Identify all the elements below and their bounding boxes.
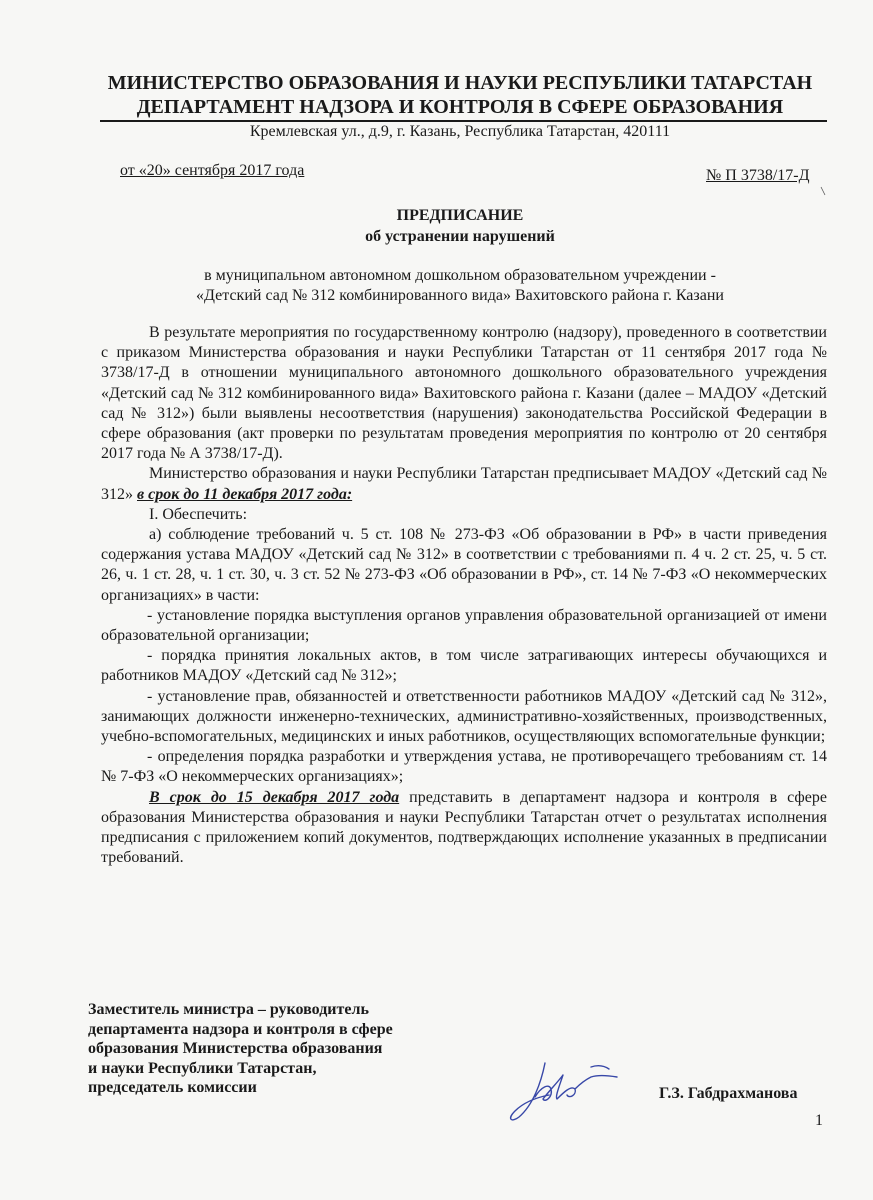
organization-line-1: в муниципальном автономном дошкольном образовательном учреждении - (204, 267, 716, 284)
document-number: № П 3738/17-Д (706, 167, 810, 184)
paragraph-report (101, 788, 827, 869)
page-number: 1 (815, 1112, 823, 1129)
department-name: ДЕПАРТАМЕНТ НАДЗОРА И КОНТРОЛЯ В СФЕРЕ ОБРАЗОВАНИЯ (136, 96, 784, 118)
organization-line-2: «Детский сад № 312 комбинированного вида» Вахитовского района г. Казани (196, 287, 724, 304)
document-subtitle: об устранении нарушений (365, 228, 555, 245)
list-item: - порядка принятия локальных актов, в том числе затрагивающих интересы обучающихся и работников МАДОУ «Детский сад № 312»; (101, 647, 827, 685)
address: Кремлевская ул., д.9, г. Казань, Республика Татарстан, 420111 (249, 123, 671, 140)
order-text: Министерство образования и науки Республики Татарстан предписывает МАДОУ «Детский сад № 312» (101, 465, 827, 503)
paragraph-section-i: I. Обеспечить: (149, 505, 248, 523)
handwritten-signature (505, 1053, 635, 1133)
deadline-2: В срок до 15 декабря 2017 года (149, 788, 400, 806)
list-item: - установление прав, обязанностей и ответственности работников МАДОУ «Детский сад № 312», занимающих должности инженерно-технических, административно-хозяйственных, производственных, учебно-вспомогательных, медицинских и иных работников, осуществляющих вспомогательные функции; (101, 687, 827, 746)
list-item: - определения порядка разработки и утверждения устава, не противоречащего требованиям ст. 14 № 7-ФЗ «О некоммерческих организациях»; (101, 748, 827, 786)
signatory-position (88, 1000, 418, 1098)
paragraph-findings: В результате мероприятия по государственному контролю (надзору), проведенного в соответствии с приказом Министерства образования и науки Республики Татарстан от 11 сентября 2017 года № 3738/17-Д в отношении муниципального автономного дошкольного образовательного учреждения «Детский сад № 312 комбинированного вида» Вахитовского района г. Казани (далее – МАДОУ «Детский сад № 312») были выявлены несоответствия (нарушения) законодательства Российской Федерации в сфере образования (акт проверки по результатам проведения мероприятия по контролю от 20 сентября 2017 года № А 3738/17-Д). (101, 324, 827, 463)
signatory-name: Г.З. Габдрахманова (659, 1085, 798, 1102)
ministry-name: МИНИСТЕРСТВО ОБРАЗОВАНИЯ И НАУКИ РЕСПУБЛИКИ ТАТАРСТАН (107, 72, 813, 94)
position-line: Заместитель министра – руководитель (88, 1001, 369, 1018)
position-line: председатель комиссии (88, 1079, 257, 1096)
report-text: представить в департамент надзора и контроля в сфере образования Министерства образования и науки Республики Татарстан отчет о результатах исполнения предписания с приложением копий документов, подтверждающих исполнение указанных в предписании требований. (101, 788, 828, 867)
paragraph-order (101, 464, 827, 504)
deadline-1: в срок до 11 декабря 2017 года: (137, 485, 353, 503)
document-date: от «20» сентября 2017 года (120, 162, 305, 179)
corner-mark (820, 186, 826, 196)
position-line: и науки Республики Татарстан, (88, 1059, 317, 1077)
list-item: - установление порядка выступления органов управления образовательной организацией от имени образовательной организации; (101, 606, 827, 645)
document-title: ПРЕДПИСАНИЕ (396, 207, 524, 224)
paragraph-requirement-a: а) соблюдение требований ч. 5 ст. 108 № 273-ФЗ «Об образовании в РФ» в части приведения содержания устава МАДОУ «Детский сад № 312» в соответствии с требованиями п. 4 ч. 2 ст. 25, ч. 5 ст. 26, ч. 1 ст. 28, ч. 1 ст. 30, ч. 3 ст. 52 № 273-ФЗ «Об образовании в РФ», ст. 14 № 7-ФЗ «О некоммерческих организациях» в части: (101, 526, 827, 604)
position-line: образования Министерства образования (88, 1040, 383, 1057)
document-body (101, 323, 827, 868)
position-line: департамента надзора и контроля в сфере (88, 1020, 393, 1038)
